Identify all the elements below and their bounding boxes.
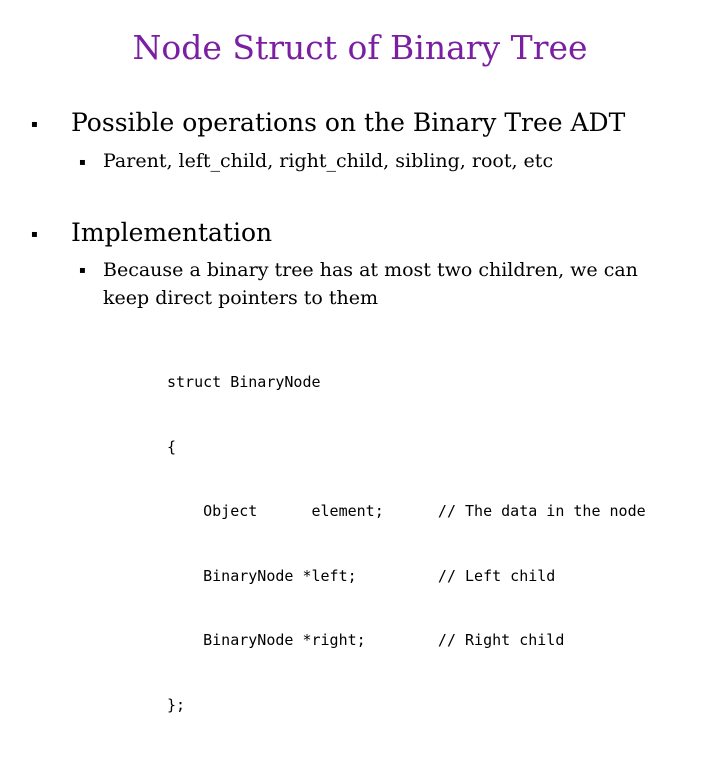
sub-bullet-text-continued: keep direct pointers to them	[103, 287, 378, 309]
code-line: struct BinaryNode	[167, 373, 321, 391]
sub-bullet-marker-icon: ▪	[79, 265, 86, 276]
bullet-marker-icon: ▪	[31, 119, 38, 130]
code-line: {	[167, 437, 177, 456]
slide-title: Node Struct of Binary Tree	[132, 28, 588, 67]
code-line: Object element; // The data in the node	[167, 502, 646, 520]
bullet-text: Implementation	[71, 218, 273, 247]
bullet-marker-icon: ▪	[31, 229, 38, 240]
sub-bullet-text: Because a binary tree has at most two children, we can	[103, 259, 638, 281]
code-line: };	[167, 695, 186, 714]
code-line: BinaryNode *left; // Left child	[167, 566, 556, 585]
sub-bullet-marker-icon: ▪	[79, 157, 86, 168]
bullet-text: Possible operations on the Binary Tree ADT	[71, 108, 626, 137]
code-block	[167, 329, 646, 759]
sub-bullet-text: Parent, left_child, right_child, sibling, root, etc	[103, 150, 554, 172]
code-line: BinaryNode *right; // Right child	[167, 631, 565, 649]
